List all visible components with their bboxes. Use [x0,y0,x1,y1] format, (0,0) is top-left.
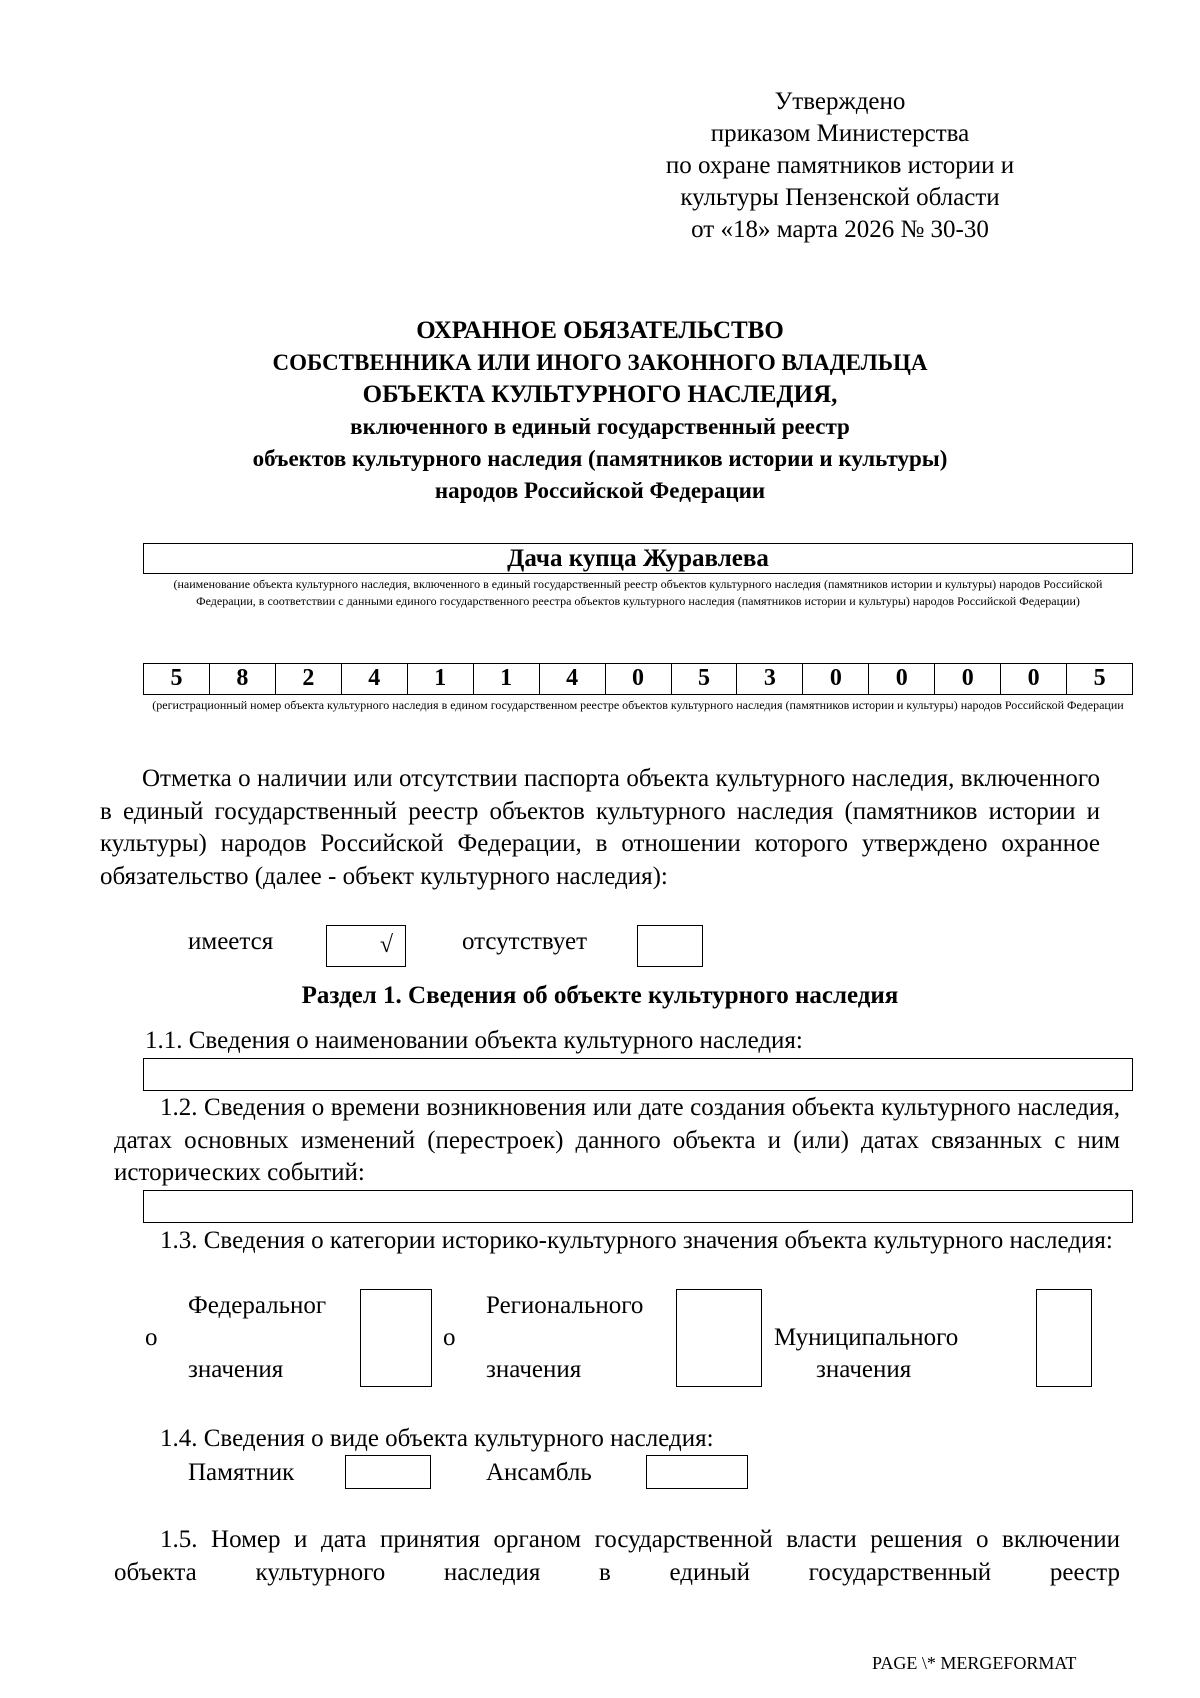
registration-digit: 0 [803,664,869,694]
registration-digit: 0 [1001,664,1067,694]
item-1-2-field[interactable] [143,1190,1133,1223]
page-footer: PAGE \* MERGEFORMAT [872,1653,1077,1673]
passport-absent-checkbox[interactable] [637,925,703,967]
registration-digit: 1 [474,664,540,694]
category-regional-label: значения [486,1356,582,1383]
title-line: ОБЪЕКТА КУЛЬТУРНОГО НАСЛЕДИЯ, [362,381,838,408]
item-1-3-label: 1.3. Сведения о категории историко-культурного значения объекта культурного наследия: [160,1227,1113,1254]
object-name-caption: (наименование объекта культурного наследия, включенного в единый государственный реестр объектов культурного наследия (памятников истории и культуры) народов Российской Федерации, в соответствии с данными единого государственного реестра объектов культурного наследия (памятников истории и культуры) народов Российской Федерации) [173,577,1103,608]
title-line: народов Российской Федерации [434,478,766,503]
approval-line: по охране памятников истории и [665,152,1015,179]
registration-digit: 1 [408,664,474,694]
passport-present-checkbox[interactable]: √ [326,925,406,967]
section-heading: Раздел 1. Сведения об объекте культурного наследия [301,982,899,1009]
category-federal-checkbox[interactable] [360,1289,432,1387]
registration-digit: 4 [540,664,606,694]
category-municipal-label: значения [816,1356,912,1383]
approval-line: культуры Пензенской области [680,184,1000,211]
kind-ensemble-checkbox[interactable] [646,1455,748,1489]
kind-monument-label: Памятник [188,1459,295,1486]
registration-digit: 4 [342,664,408,694]
item-1-1-label: 1.1. Сведения о наименовании объекта культурного наследия: [145,1027,803,1054]
category-regional-label: о [443,1324,456,1351]
approval-block [620,86,1060,246]
registration-digit: 0 [869,664,935,694]
registration-digit: 2 [276,664,342,694]
registration-digit: 3 [737,664,803,694]
item-1-2-label: 1.2. Сведения о времени возникновения или дате создания объекта культурного наследия, датах основных изменений (перестроек) данного объекта и (или) датах связанных с ним исторических событий: [114,1094,1120,1186]
object-name-field[interactable]: Дача купца Журавлева [143,543,1133,574]
approval-line: приказом Министерства [710,120,970,147]
passport-paragraph: Отметка о наличии или отсутствии паспорта объекта культурного наследия, включенного в единый государственный реестр объектов культурного наследия (памятников истории и культуры) народов Российской Федерации, в отношении которого утверждено охранное обязательство (далее - объект культурного наследия): [100,765,1100,890]
title-line: ОХРАННОЕ ОБЯЗАТЕЛЬСТВО [416,317,784,344]
item-1-4-label: 1.4. Сведения о виде объекта культурного наследия: [160,1425,714,1452]
category-municipal-checkbox[interactable] [1036,1289,1092,1387]
registration-digit: 5 [672,664,738,694]
item-1-5-label: 1.5. Номер и дата принятия органом государственной власти решения о включении объекта культурного наследия в единый государственный реестр [114,1526,1120,1586]
category-regional-label: Регионального [486,1292,644,1319]
approval-line: Утверждено [774,88,906,115]
document-title [130,315,1070,507]
registration-digit: 0 [606,664,672,694]
category-federal-label: значения [188,1356,284,1383]
kind-ensemble-label: Ансамбль [486,1459,592,1486]
title-line: объектов культурного наследия (памятников истории и культуры) [252,446,948,471]
title-line: включенного в единый государственный реестр [350,414,850,439]
category-federal-label: Федеральног [188,1292,327,1319]
kind-monument-checkbox[interactable] [345,1455,431,1489]
registration-number-caption: (регистрационный номер объекта культурного наследия в едином государственном реестре объектов культурного наследия (памятников истории и культуры) народов Российской Федерации [152,698,1124,712]
approval-line: от «18» марта 2026 № 30-30 [691,216,989,243]
category-regional-checkbox[interactable] [676,1289,762,1387]
registration-digit: 5 [1093,665,1106,691]
registration-digit: 8 [210,664,276,694]
passport-absent-label: отсутствует [462,928,588,955]
passport-present-label: имеется [188,928,274,955]
item-1-1-field[interactable] [143,1058,1133,1091]
registration-digit: 0 [935,664,1001,694]
category-municipal-label: Муниципального [774,1324,959,1351]
category-federal-label: о [145,1324,158,1351]
registration-number [143,663,1133,695]
registration-digit: 5 [144,664,210,694]
title-line: СОБСТВЕННИКА ИЛИ ИНОГО ЗАКОННОГО ВЛАДЕЛЬЦА [272,350,928,375]
